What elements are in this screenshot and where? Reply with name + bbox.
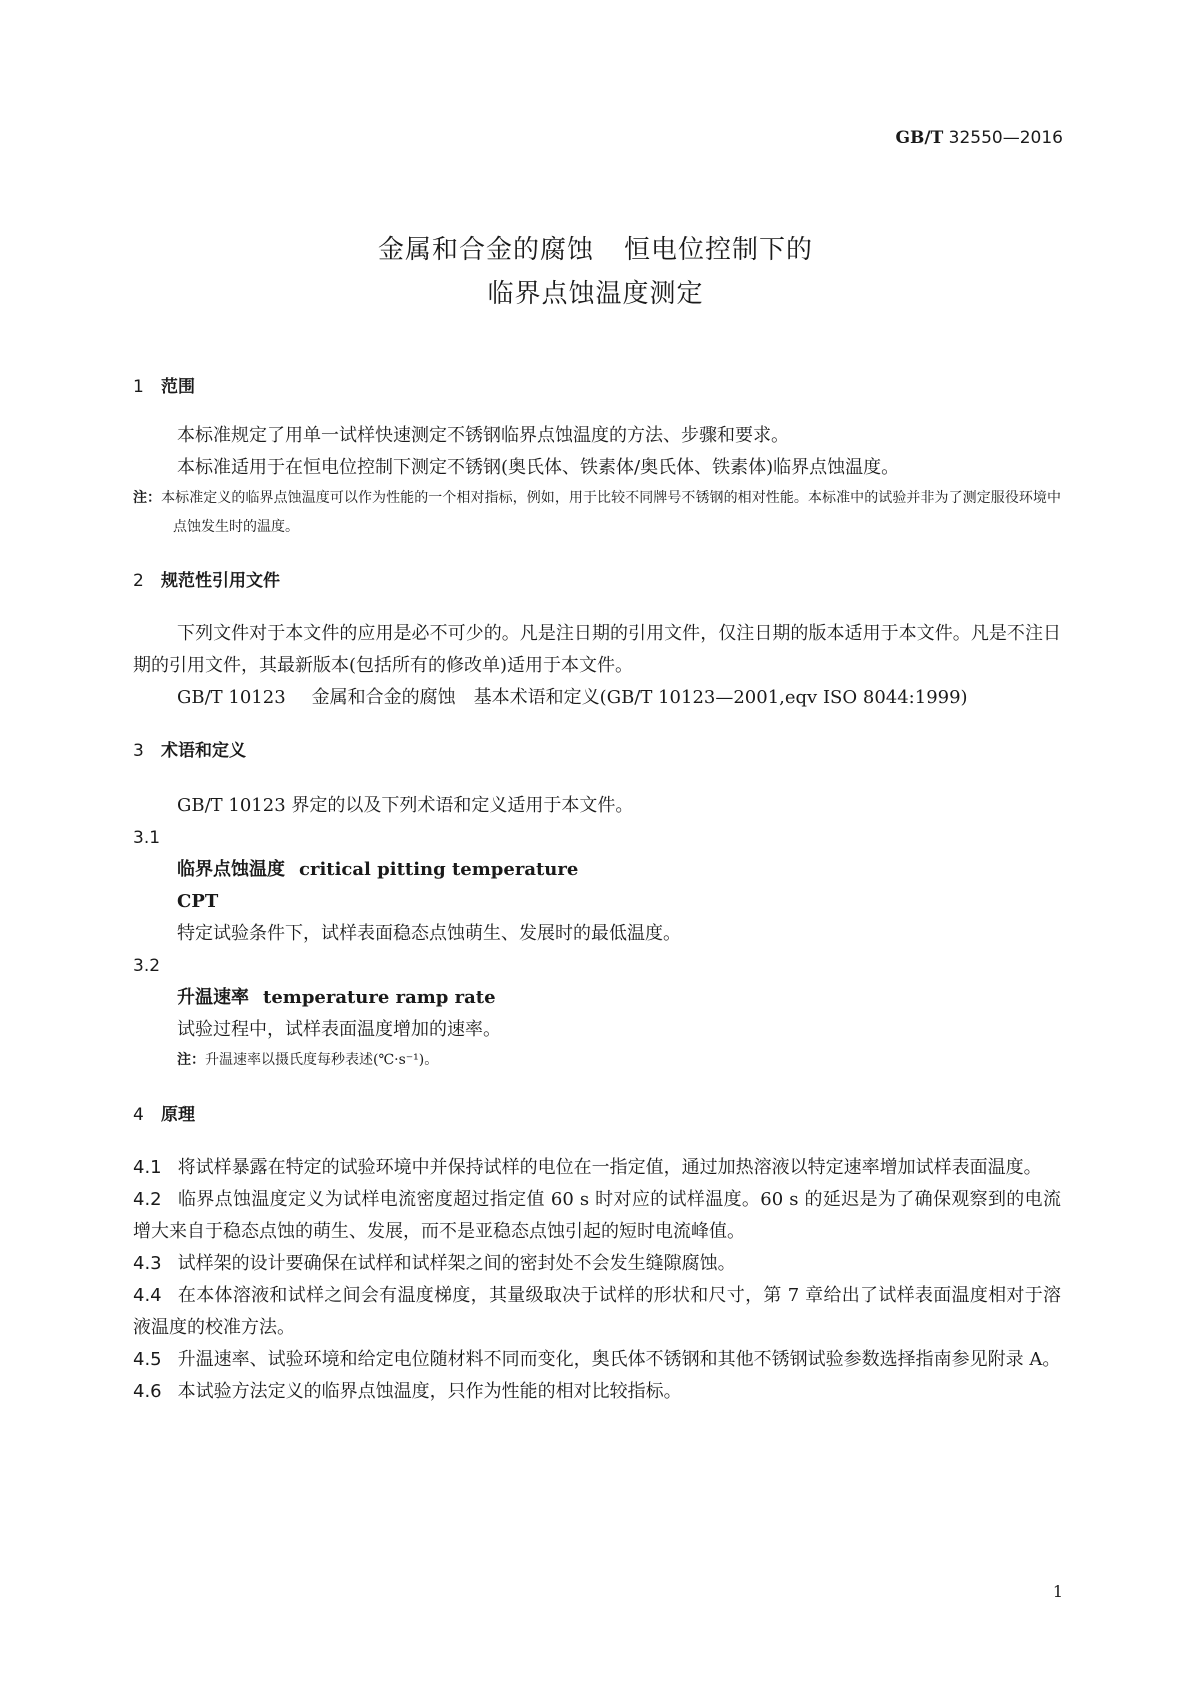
item-number: 4.2	[133, 1189, 162, 1210]
item-text: 试样架的设计要确保在试样和试样架之间的密封处不会发生缝隙腐蚀。	[177, 1253, 736, 1274]
item-text: 在本体溶液和试样之间会有温度梯度，其量级取决于试样的形状和尺寸，第 7 章给出了试样表面温度相对于溶液温度的校准方法。	[133, 1285, 1061, 1338]
scope-note	[133, 484, 1061, 542]
section-number: 1	[133, 377, 144, 397]
note-text: 升温速率以摄氏度每秒表述(℃·s⁻¹)。	[205, 1052, 439, 1068]
item-number: 4.1	[133, 1157, 162, 1178]
reference-text: 金属和合金的腐蚀 基本术语和定义(GB/T 10123—2001,eqv ISO 8044:1999)	[311, 687, 968, 708]
term-chinese: 临界点蚀温度	[177, 859, 285, 880]
principle-item-4-5	[133, 1344, 1061, 1376]
term-3-1-number: 3.1	[133, 828, 161, 848]
item-number: 4.4	[133, 1285, 162, 1306]
reference-code: GB/T 10123	[177, 687, 286, 708]
section-title: 原理	[161, 1105, 195, 1125]
section-title: 范围	[161, 377, 195, 397]
term-3-2-number: 3.2	[133, 956, 161, 976]
document-title	[0, 228, 1191, 316]
term-3-1-abbreviation: CPT	[177, 891, 219, 912]
term-3-2-definition: 试验过程中，试样表面温度增加的速率。	[177, 1019, 501, 1040]
title-line-1	[0, 228, 1191, 272]
item-number: 4.5	[133, 1349, 162, 1370]
normative-reference	[133, 682, 1061, 714]
term-3-2-note	[133, 1046, 1061, 1074]
section-3-heading	[133, 736, 1061, 766]
page-number: 1	[1052, 1582, 1063, 1601]
principle-item-4-3	[133, 1248, 1061, 1280]
term-english: critical pitting temperature	[299, 859, 579, 880]
title-line-1-part-b: 恒电位控制下的	[624, 235, 814, 265]
standard-code	[896, 128, 1064, 148]
section-number: 3	[133, 741, 144, 761]
terms-intro: GB/T 10123 界定的以及下列术语和定义适用于本文件。	[177, 795, 634, 816]
note-text: 本标准定义的临界点蚀温度可以作为性能的一个相对指标，例如，用于比较不同牌号不锈钢的相对性能。本标准中的试验并非为了测定服役环境中点蚀发生时的温度。	[161, 490, 1061, 535]
term-3-2-heading	[133, 982, 1061, 1014]
section-number: 4	[133, 1105, 144, 1125]
item-text: 将试样暴露在特定的试验环境中并保持试样的电位在一指定值，通过加热溶液以特定速率增加试样表面温度。	[177, 1157, 1042, 1178]
section-title: 规范性引用文件	[161, 571, 280, 591]
section-number: 2	[133, 571, 144, 591]
principle-item-4-4	[133, 1280, 1061, 1344]
item-number: 4.6	[133, 1381, 162, 1402]
section-1-heading	[133, 372, 1061, 402]
item-text: 升温速率、试验环境和给定电位随材料不同而变化，奥氏体不锈钢和其他不锈钢试验参数选择指南参见附录 A。	[177, 1349, 1061, 1370]
principle-item-4-1	[133, 1152, 1061, 1184]
scope-paragraph-1: 本标准规定了用单一试样快速测定不锈钢临界点蚀温度的方法、步骤和要求。	[177, 425, 789, 446]
section-4-heading	[133, 1100, 1061, 1130]
scope-paragraph-2: 本标准适用于在恒电位控制下测定不锈钢(奥氏体、铁素体/奥氏体、铁素体)临界点蚀温度。	[177, 457, 900, 478]
normative-paragraph: 下列文件对于本文件的应用是必不可少的。凡是注日期的引用文件，仅注日期的版本适用于本文件。凡是不注日期的引用文件，其最新版本(包括所有的修改单)适用于本文件。	[133, 623, 1061, 676]
item-text: 本试验方法定义的临界点蚀温度，只作为性能的相对比较指标。	[177, 1381, 682, 1402]
principle-item-4-6	[133, 1376, 1061, 1408]
term-3-1-definition: 特定试验条件下，试样表面稳态点蚀萌生、发展时的最低温度。	[177, 923, 681, 944]
standard-prefix: GB/T	[895, 128, 944, 148]
document-body	[133, 372, 1061, 1408]
term-3-1-heading	[133, 854, 1061, 886]
term-english: temperature ramp rate	[263, 987, 496, 1008]
section-2-heading	[133, 566, 1061, 596]
section-title: 术语和定义	[161, 741, 246, 761]
standard-number: 32550—2016	[948, 128, 1063, 148]
item-text: 临界点蚀温度定义为试样电流密度超过指定值 60 s 时对应的试样温度。60 s 的延迟是为了确保观察到的电流增大来自于稳态点蚀的萌生、发展，而不是亚稳态点蚀引起的短时电流峰值。	[133, 1189, 1061, 1242]
principle-item-4-2	[133, 1184, 1061, 1248]
title-line-1-part-a: 金属和合金的腐蚀	[377, 235, 594, 265]
title-line-2: 临界点蚀温度测定	[487, 279, 704, 309]
term-chinese: 升温速率	[177, 987, 249, 1008]
note-label: 注：	[133, 490, 162, 506]
item-number: 4.3	[133, 1253, 162, 1274]
note-label: 注：	[177, 1052, 205, 1068]
